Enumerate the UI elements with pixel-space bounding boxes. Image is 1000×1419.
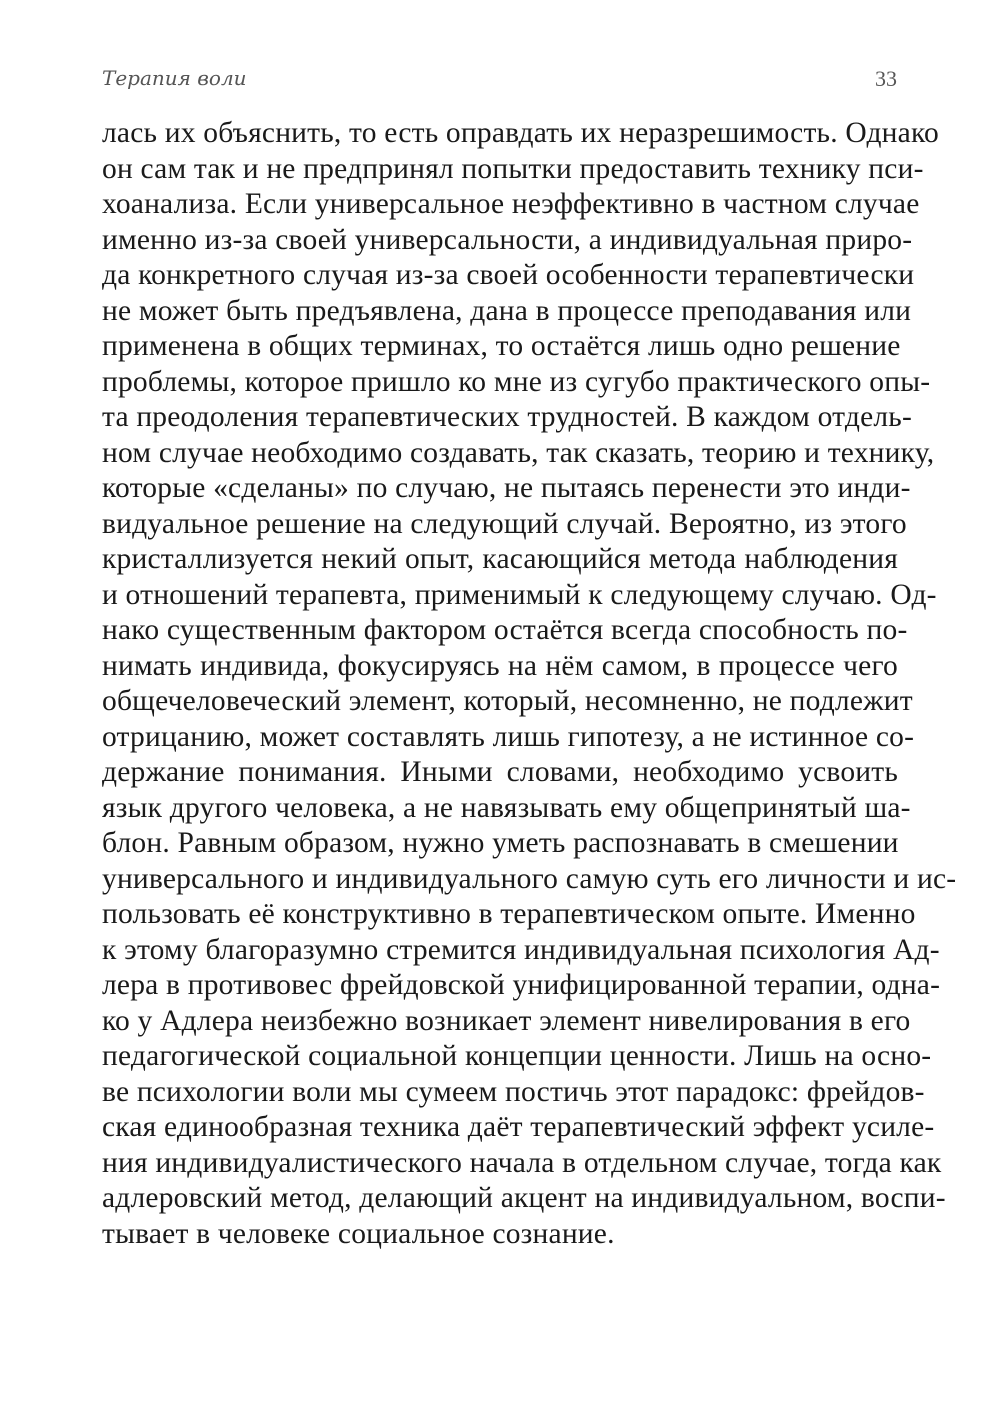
- text-line: хоанализа. Если универсальное неэффективно в частном случае: [102, 188, 920, 220]
- text-line: видуальное решение на следующий случай. Вероятно, из этого: [102, 507, 907, 540]
- text-line: и отношений терапевта, применимый к следующему случаю. Од-: [102, 578, 937, 611]
- text-line: держание понимания. Иными словами, необходимо усвоить: [102, 756, 898, 788]
- text-line: ве психологии воли мы сумеем постичь этот парадокс: фрейдов-: [102, 1075, 925, 1108]
- text-line: к этому благоразумно стремится индивидуальная психология Ад-: [102, 933, 940, 966]
- text-line: проблемы, которое пришло ко мне из сугубо практического опы-: [102, 365, 931, 398]
- text-line: нимать индивида, фокусируясь на нём самом, в процессе чего: [102, 649, 898, 682]
- text-line: да конкретного случая из-за своей особенности терапевтически: [102, 259, 915, 291]
- text-line: он сам так и не предпринял попытки предоставить технику пси-: [102, 152, 924, 185]
- text-line: ния индивидуалистического начала в отдельном случае, тогда как: [102, 1146, 942, 1179]
- text-line: пользовать её конструктивно в терапевтическом опыте. Именно: [102, 898, 916, 930]
- text-line: лера в противовес фрейдовской унифицированной терапии, одна-: [102, 969, 941, 1001]
- page-number: 33: [875, 66, 897, 91]
- text-line: педагогической социальной концепции ценности. Лишь на осно-: [102, 1040, 932, 1072]
- text-line: нако существенным фактором остаётся всегда способность по-: [102, 614, 908, 646]
- text-line: общечеловеческий элемент, который, несомненно, не подлежит: [102, 685, 913, 717]
- text-line: кристаллизуется некий опыт, касающийся метода наблюдения: [102, 543, 898, 575]
- body-text: [102, 116, 957, 1252]
- text-line: лась их объяснить, то есть оправдать их неразрешимость. Однако: [102, 117, 939, 149]
- text-line: которые «сделаны» по случаю, не пытаясь перенести это инди-: [102, 472, 911, 504]
- text-line: адлеровский метод, делающий акцент на индивидуальном, воспи-: [102, 1182, 946, 1214]
- running-title: Терапия воли: [102, 66, 247, 90]
- text-line: универсального и индивидуального самую суть его личности и ис-: [102, 862, 957, 895]
- text-line: ко у Адлера неизбежно возникает элемент нивелирования в его: [102, 1004, 911, 1037]
- text-line: применена в общих терминах, то остаётся лишь одно решение: [102, 330, 901, 362]
- text-line: язык другого человека, а не навязывать ему общепринятый ша-: [102, 791, 911, 824]
- text-line: блон. Равным образом, нужно уметь распознавать в смешении: [102, 827, 899, 859]
- text-line: ном случае необходимо создавать, так сказать, теорию и технику,: [102, 436, 935, 469]
- text-line: та преодоления терапевтических трудностей. В каждом отдель-: [102, 401, 912, 433]
- text-line: ская единообразная техника даёт терапевтический эффект усиле-: [102, 1111, 935, 1143]
- text-line: именно из-за своей универсальности, а индивидуальная приро-: [102, 223, 913, 256]
- text-line: отрицанию, может составлять лишь гипотезу, а не истинное со-: [102, 720, 915, 753]
- text-line: не может быть предъявлена, дана в процессе преподавания или: [102, 294, 912, 327]
- text-line: тывает в человеке социальное сознание.: [102, 1217, 615, 1250]
